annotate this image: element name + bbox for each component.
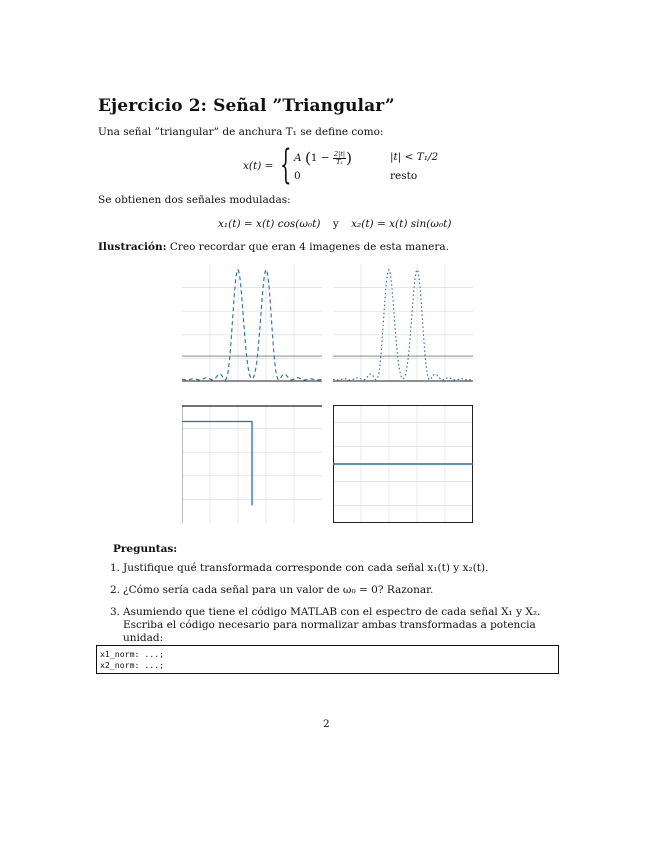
step-line [182,422,252,506]
illustration-text: Creo recordar que eran 4 imagenes de esta manera. [169,241,449,253]
equation-x2: x₂(t) = x(t) sin(ω₀t) [351,218,452,230]
fraction: $\frac{2|t|}{\text{T₁}}$ [333,149,346,166]
code-box[interactable] [96,645,559,674]
definition-lhs: x(t) = [243,160,274,172]
plot-bottom-right [333,405,473,523]
definition-row1: A (1 − $\frac{2|t|}{\text{T₁}}$ ) [294,149,352,167]
illustration-line [98,241,449,253]
illustration-label: Ilustración: [98,241,167,253]
plot-bottom-right-canvas [333,405,473,523]
plot-bottom-left [182,405,322,523]
question-item: 2. ¿Cómo sería cada señal para un valor de ω₀ = 0? Razonar. [110,584,434,596]
page-number: 2 [323,718,330,730]
equation-x1: x₁(t) = x(t) cos(ω₀t) [218,218,321,230]
questions-title: Preguntas: [113,543,178,555]
questions-list [98,562,560,654]
definition-condition1: |t| < T₁/2 [390,151,439,163]
plot-bottom-left-canvas [182,405,322,523]
intro-text: Una señal ”triangular” de anchura T₁ se define como: [98,126,384,138]
modulated-intro: Se obtienen dos señales moduladas: [98,194,291,206]
definition-condition2: resto [390,170,418,182]
question-item: 3. Asumiendo que tiene el código MATLAB con el espectro de cada señal X₁ y X₂. Escriba el código necesario para normalizar ambas transformadas a potencia unidad: [110,606,541,644]
definition-row2: 0 [294,170,301,182]
conjunction: y [332,218,339,230]
plot-top-left-canvas [182,264,322,382]
modulated-equations [218,218,451,230]
code-line-1[interactable]: x1_norm: ...; [100,649,165,659]
piecewise-definition [240,142,500,188]
code-line-2[interactable]: x2_norm: ...; [100,660,165,670]
plot-top-left [182,264,322,382]
question-item: 1. Justifique qué transformada corresponde con cada señal x₁(t) y x₂(t). [110,562,489,574]
spectrum-curve [333,270,473,380]
plot-top-right [333,264,473,382]
spectrum-curve [182,270,322,380]
left-brace: { [280,142,292,188]
plot-top-right-canvas [333,264,473,382]
exercise-title: Ejercicio 2: Señal ”Triangular” [98,96,395,116]
